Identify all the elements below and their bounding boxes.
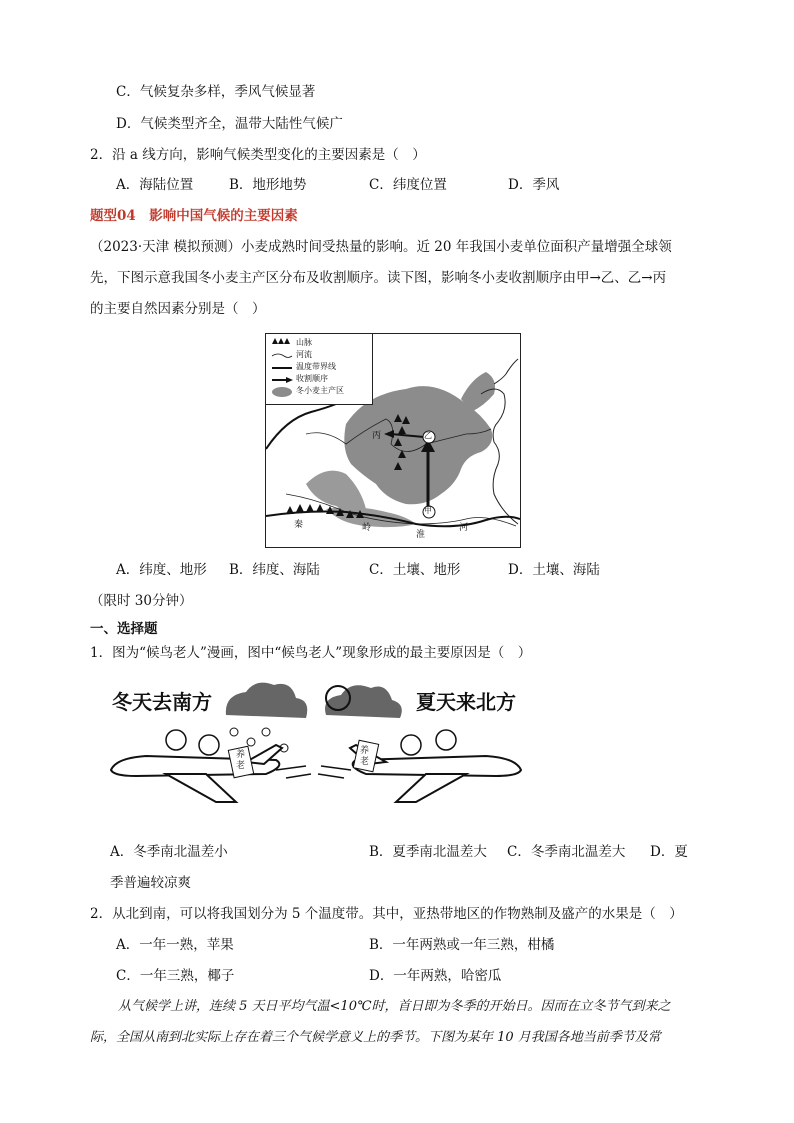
option-a: A．冬季南北温差小 — [110, 844, 228, 860]
option-d: D．季风 — [508, 177, 560, 193]
question-stem: 2．沿 a 线方向，影响气候类型变化的主要因素是（ ） — [90, 147, 426, 163]
option-b: B．夏季南北温差大 — [369, 844, 487, 860]
question-stem: 2．从北到南，可以将我国划分为 5 个温度带。其中，亚热带地区的作物熟制及盛产的水果是（ ） — [90, 906, 683, 922]
legend-temp-boundary: 温度带界线 — [296, 362, 336, 371]
legend-harvest-order: 收割顺序 — [296, 374, 328, 383]
cartoon-sign-left: 养老 — [236, 750, 246, 771]
option-c: C．气候复杂多样，季风气候显著 — [116, 84, 316, 100]
label-huai: 淮 — [416, 530, 426, 540]
question-text-line: 先，下图示意我国冬小麦主产区分布及收割顺序。读下图，影响冬小麦收割顺序由甲→乙、乙→丙 — [90, 270, 667, 286]
option-b: B．纬度、海陆 — [229, 562, 320, 578]
migratory-elders-cartoon — [106, 670, 526, 815]
cartoon-right-title: 夏天来北方 — [416, 690, 516, 714]
cartoon-left-title: 冬天去南方 — [112, 690, 212, 714]
question-text-line: 的主要自然因素分别是（ ） — [90, 301, 266, 317]
legend-mountains: 山脉 — [296, 338, 312, 347]
option-d: D．夏 — [650, 844, 688, 860]
passage-line: 际，全国从南到北实际上存在着三个气候学意义上的季节。下图为某年 10 月我国各地当前季节及常 — [90, 1030, 661, 1045]
cartoon-sign-right: 养老 — [360, 746, 370, 767]
question-text-line: （2023·天津 模拟预测）小麦成熟时间受热量的影响。近 20 年我国小麦单位面积产量增强全球领 — [90, 239, 672, 255]
legend-wheat-area: 冬小麦主产区 — [296, 386, 344, 395]
time-limit: （限时 30分钟） — [90, 593, 193, 609]
question-stem: 1．图为“候鸟老人”漫画，图中“候鸟老人”现象形成的最主要原因是（ ） — [90, 645, 532, 661]
option-c: C．纬度位置 — [369, 177, 447, 193]
section-title: 一、选择题 — [90, 621, 158, 637]
option-a: A．一年一熟，苹果 — [116, 937, 234, 953]
label-jia: 甲 — [424, 506, 432, 515]
passage-line: 从气候学上讲，连续 5 天日平均气温<10℃时，首日即为冬季的开始日。因而在立冬节气到来之 — [118, 999, 671, 1014]
option-c: C．土壤、地形 — [369, 562, 461, 578]
option-c: C．冬季南北温差大 — [507, 844, 626, 860]
wheat-harvest-map — [265, 333, 521, 548]
label-qin: 秦 — [294, 520, 304, 530]
section-heading: 题型04 影响中国气候的主要因素 — [90, 208, 298, 224]
label-yi: 乙 — [424, 431, 432, 440]
option-d: D．一年两熟，哈密瓜 — [369, 968, 502, 984]
option-a: A．纬度、地形 — [116, 562, 207, 578]
option-b: B．一年两熟或一年三熟，柑橘 — [369, 937, 555, 953]
option-d-continued: 季普遍较凉爽 — [110, 875, 191, 891]
option-d: D．气候类型齐全，温带大陆性气候广 — [116, 116, 343, 132]
option-d: D．土壤、海陆 — [508, 562, 600, 578]
map-legend — [266, 334, 373, 405]
label-ling: 岭 — [362, 523, 372, 533]
legend-rivers: 河流 — [296, 350, 312, 359]
label-he: 河 — [459, 523, 469, 533]
option-c: C．一年三熟，椰子 — [116, 968, 235, 984]
option-a: A．海陆位置 — [116, 177, 194, 193]
label-bing: 丙 — [372, 431, 382, 441]
option-b: B．地形地势 — [229, 177, 307, 193]
